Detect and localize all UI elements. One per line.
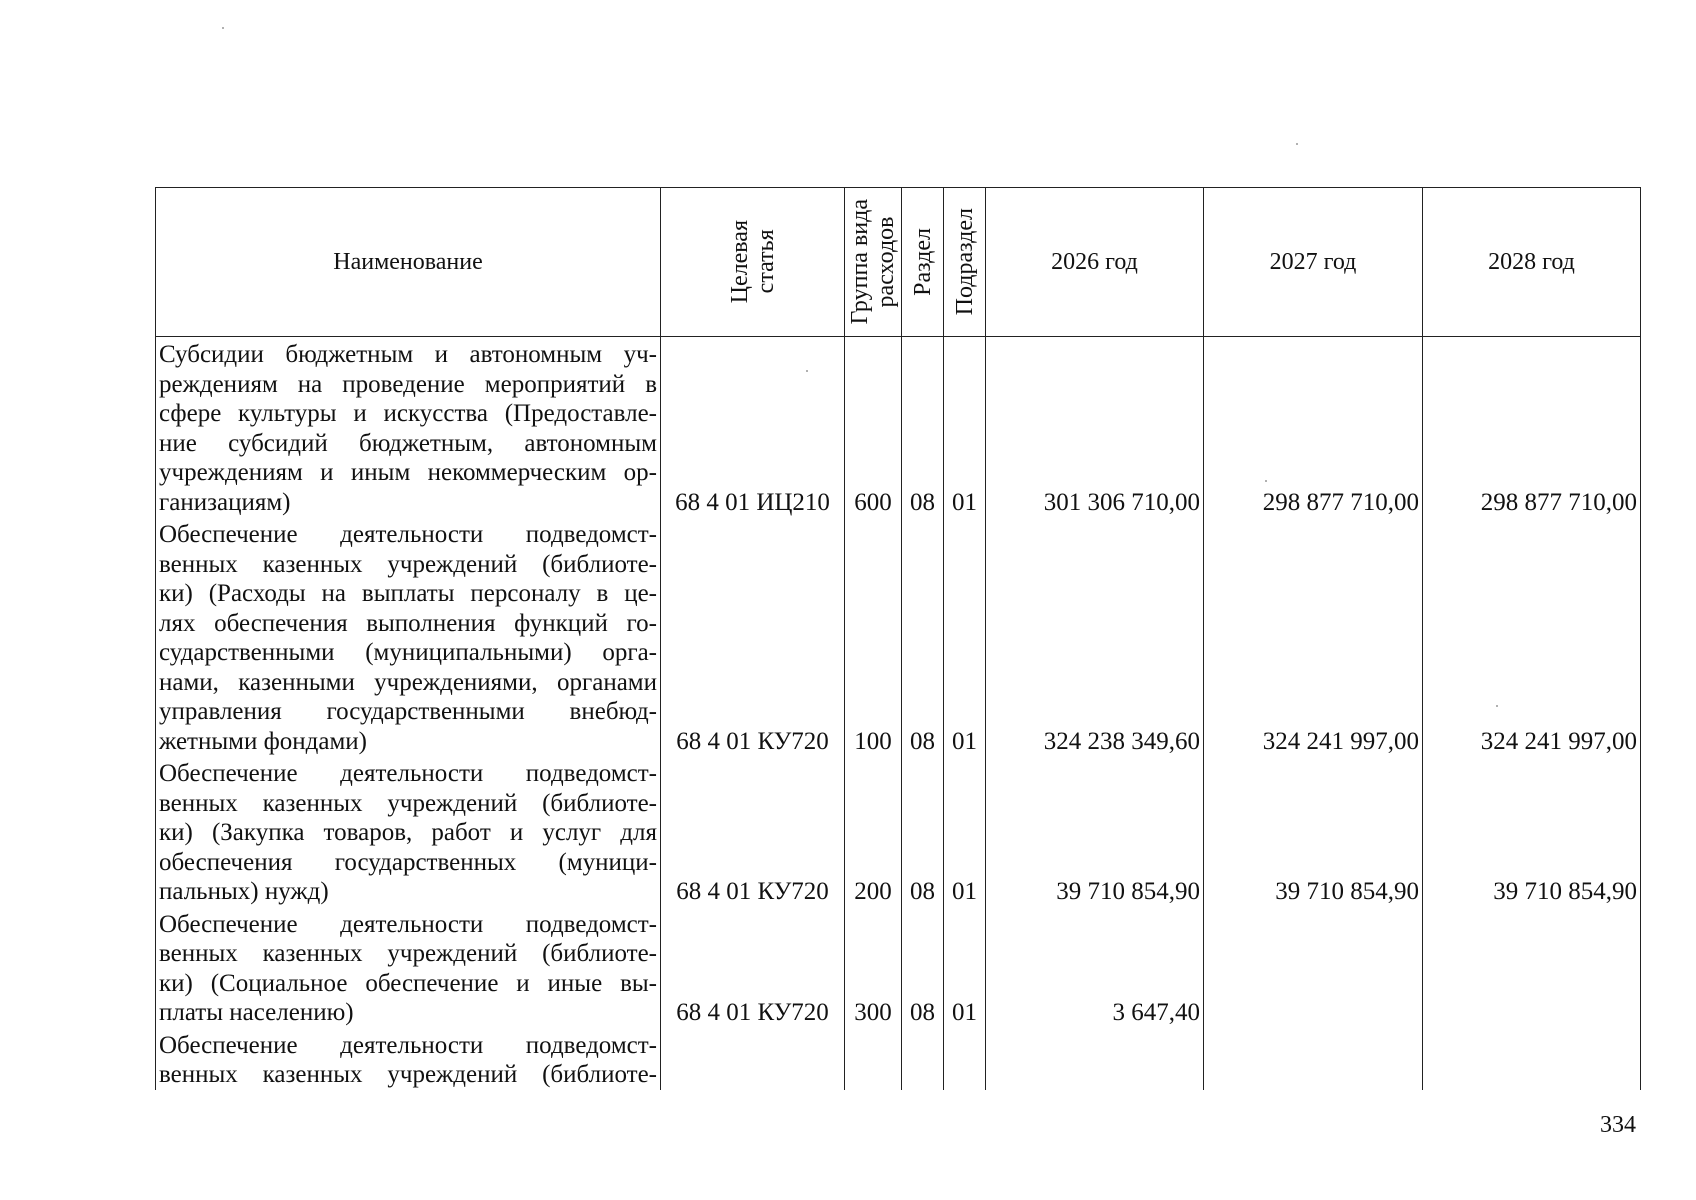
table-header-row [156, 188, 1641, 337]
cell-target-article: 68 4 01 ИЦ210 [661, 337, 845, 518]
cell-section: 08 [902, 517, 944, 756]
scan-speck [1265, 480, 1267, 482]
table-row [156, 1028, 1641, 1090]
name-line: ние субсидий бюджетным, автономным [159, 429, 657, 457]
cell-expense-group [845, 1028, 902, 1090]
name-line: венных казенных учреждений (библиоте- [159, 789, 657, 817]
table-row [156, 907, 1641, 1028]
cell-2027 [1204, 907, 1423, 1028]
table-body [156, 337, 1641, 1090]
name-line: учреждениям и иным некоммерческим ор- [159, 459, 657, 486]
cell-target-article [661, 1028, 845, 1090]
name-line: венных казенных учреждений (библиоте- [159, 550, 657, 578]
name-line: лях обеспечения выполнения функций го- [159, 609, 657, 637]
name-line: ки) (Закупка товаров, работ и услуг для [159, 819, 657, 846]
header-2028: 2028 год [1423, 188, 1641, 337]
name-line: сударственными (муниципальными) орга- [159, 639, 657, 666]
cell-2026: 301 306 710,00 [986, 337, 1204, 518]
cell-name [156, 337, 661, 518]
name-line: Обеспечение деятельности подведомст- [159, 521, 657, 548]
cell-subsection: 01 [944, 907, 986, 1028]
cell-section: 08 [902, 756, 944, 907]
cell-name [156, 907, 661, 1028]
table-row [156, 756, 1641, 907]
name-line: венных казенных учреждений (библиоте- [159, 940, 657, 967]
cell-target-article: 68 4 01 КУ720 [661, 517, 845, 756]
header-2026: 2026 год [986, 188, 1204, 337]
budget-table [155, 187, 1641, 1090]
name-line: управления государственными внебюд- [159, 698, 657, 725]
cell-2028 [1423, 1028, 1641, 1090]
cell-2028: 324 241 997,00 [1423, 517, 1641, 756]
name-line: Обеспечение деятельности подведомст- [159, 910, 657, 938]
cell-expense-group: 100 [845, 517, 902, 756]
cell-subsection: 01 [944, 337, 986, 518]
page-number: 334 [1600, 1112, 1636, 1138]
scan-speck [222, 27, 224, 29]
scan-speck [1296, 143, 1298, 145]
header-subsection: Подраздел [944, 188, 986, 337]
cell-name [156, 756, 661, 907]
table-row [156, 337, 1641, 518]
name-line: ки) (Расходы на выплаты персоналу в це- [159, 580, 657, 607]
cell-2026: 3 647,40 [986, 907, 1204, 1028]
cell-expense-group: 300 [845, 907, 902, 1028]
cell-subsection: 01 [944, 517, 986, 756]
cell-section: 08 [902, 907, 944, 1028]
name-line: сфере культуры и искусства (Предоставле- [159, 400, 657, 427]
header-target-article: Целевая статья [661, 188, 845, 337]
cell-2027: 324 241 997,00 [1204, 517, 1423, 756]
cell-2028 [1423, 907, 1641, 1028]
cell-expense-group: 200 [845, 756, 902, 907]
cell-target-article: 68 4 01 КУ720 [661, 907, 845, 1028]
name-line: Обеспечение деятельности подведомст- [159, 1031, 657, 1059]
name-line: ки) (Социальное обеспечение и иные вы- [159, 969, 657, 997]
cell-expense-group: 600 [845, 337, 902, 518]
name-line: Обеспечение деятельности подведомст- [159, 760, 657, 787]
name-line: обеспечения государственных (муници- [159, 848, 657, 876]
cell-name [156, 517, 661, 756]
name-line: жетными фондами) [159, 727, 368, 755]
cell-2026: 324 238 349,60 [986, 517, 1204, 756]
cell-subsection [944, 1028, 986, 1090]
header-name: Наименование [156, 188, 661, 337]
header-expense-group: Группа вида расходов [845, 188, 902, 337]
name-line: нами, казенными учреждениями, органами [159, 668, 657, 696]
cell-section: 08 [902, 337, 944, 518]
cell-2026 [986, 1028, 1204, 1090]
cell-target-article: 68 4 01 КУ720 [661, 756, 845, 907]
cell-subsection: 01 [944, 756, 986, 907]
cell-2027: 298 877 710,00 [1204, 337, 1423, 518]
cell-2027 [1204, 1028, 1423, 1090]
scan-speck [806, 370, 808, 372]
header-2027: 2027 год [1204, 188, 1423, 337]
table-row [156, 517, 1641, 756]
name-line: Субсидии бюджетным и автономным уч- [159, 341, 657, 368]
cell-2027: 39 710 854,90 [1204, 756, 1423, 907]
header-section: Раздел [902, 188, 944, 337]
name-line: венных казенных учреждений (библиоте- [159, 1061, 657, 1088]
cell-2028: 39 710 854,90 [1423, 756, 1641, 907]
name-line: реждениям на проведение мероприятий в [159, 370, 657, 398]
name-line: ганизациям) [159, 488, 291, 516]
name-line: пальных) нужд) [159, 878, 329, 905]
cell-2028: 298 877 710,00 [1423, 337, 1641, 518]
scan-speck [1496, 705, 1498, 707]
cell-section [902, 1028, 944, 1090]
name-line: платы населению) [159, 999, 354, 1026]
cell-2026: 39 710 854,90 [986, 756, 1204, 907]
cell-name [156, 1028, 661, 1090]
